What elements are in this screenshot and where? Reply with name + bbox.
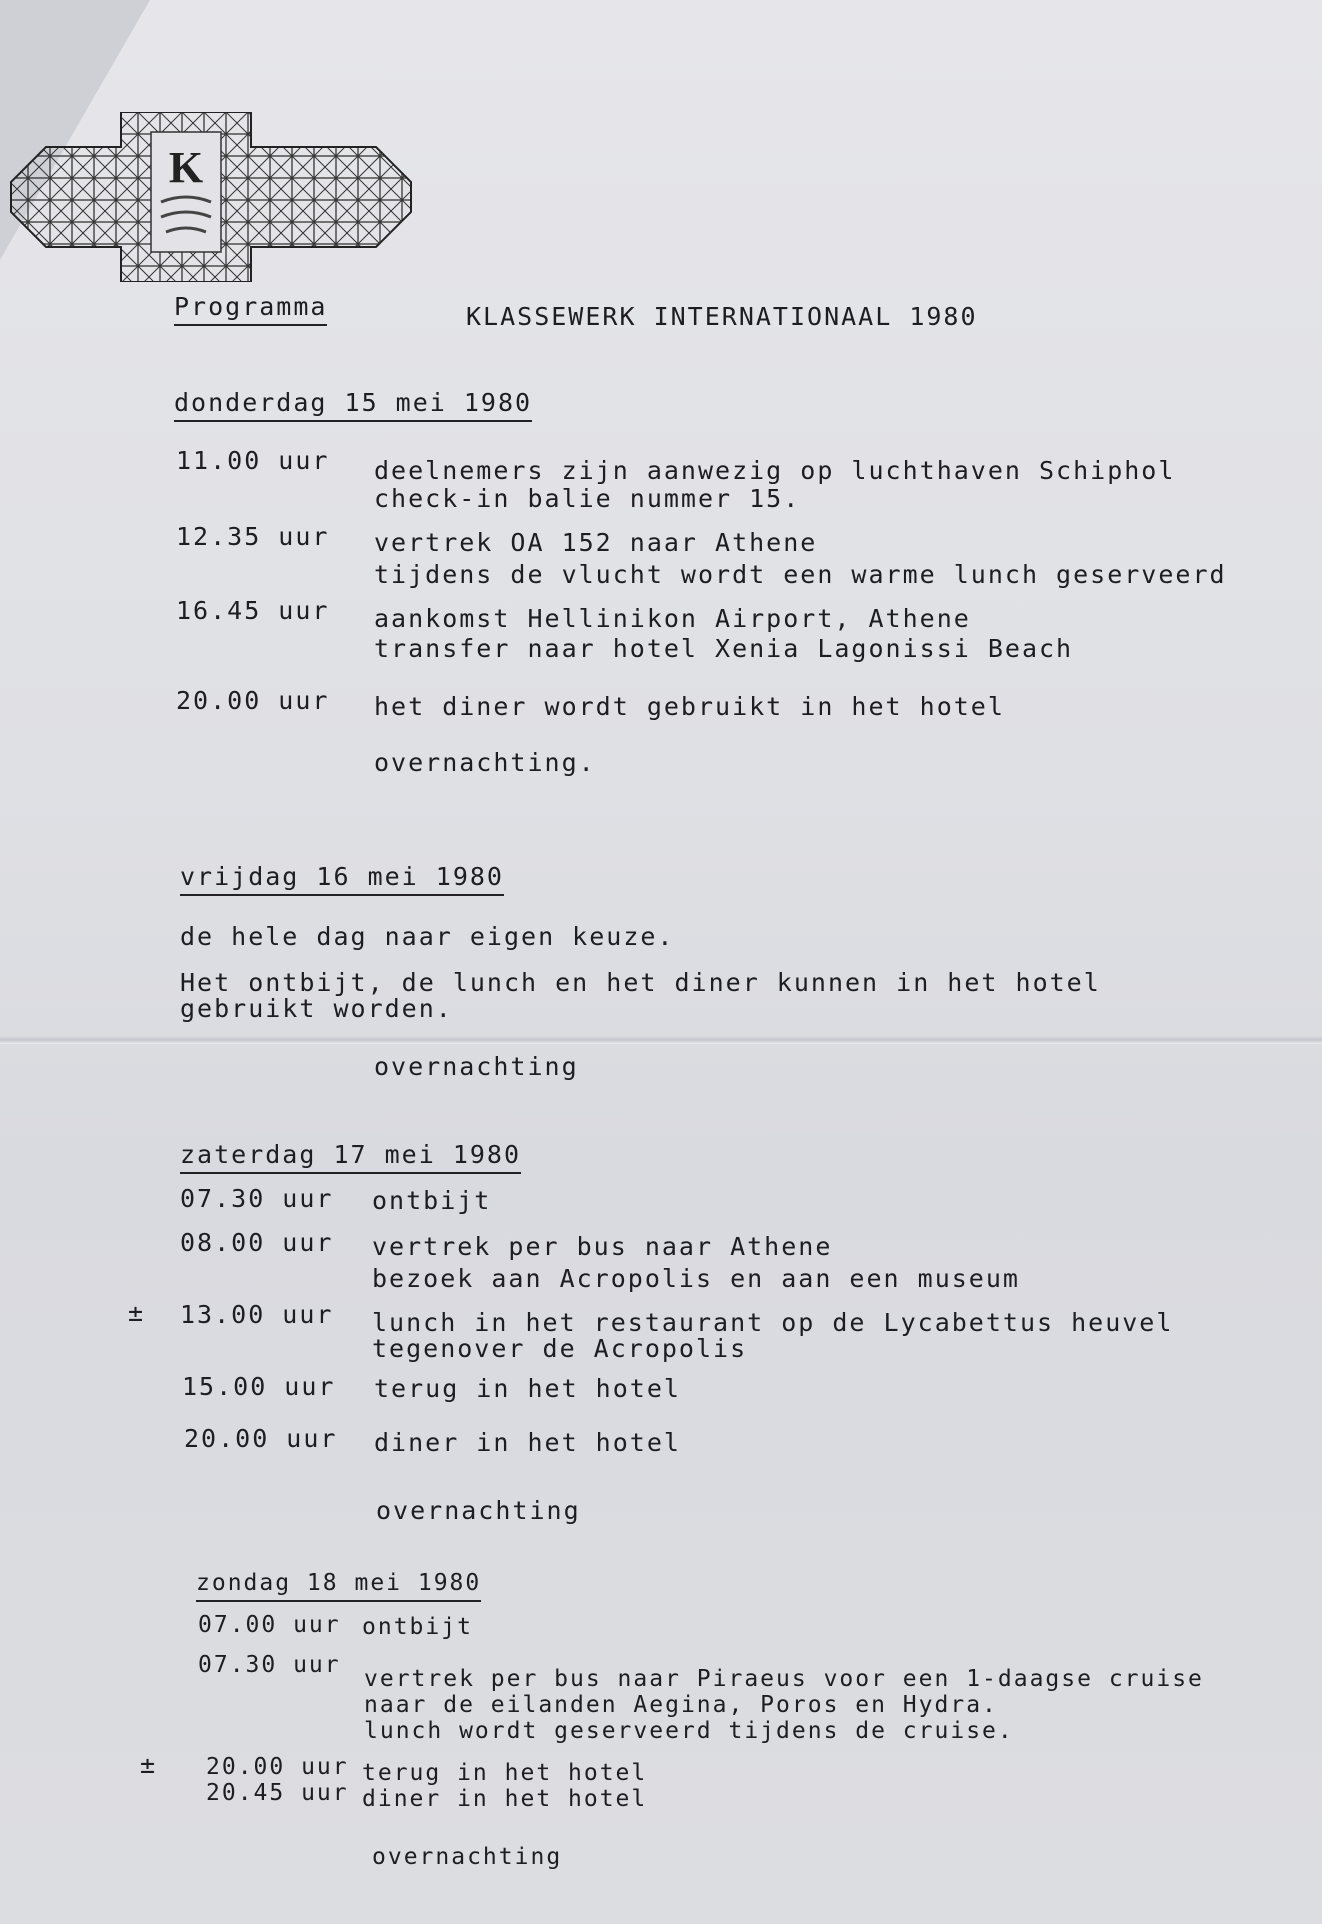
activity-text: vertrek per bus naar Athene (372, 1232, 833, 1261)
time-label: 20.00 uur (206, 1754, 349, 1780)
day-note: de hele dag naar eigen keuze. (180, 922, 675, 951)
time-label: 07.00 uur (198, 1612, 341, 1638)
time-label: 16.45 uur (176, 596, 330, 625)
overnight-note: overnachting (372, 1844, 563, 1870)
time-label: 11.00 uur (176, 446, 330, 475)
activity-text: vertrek OA 152 naar Athene (374, 528, 818, 557)
activity-text: naar de eilanden Aegina, Poros en Hydra. (364, 1692, 998, 1718)
time-label: 12.35 uur (176, 522, 330, 551)
activity-text: tijdens de vlucht wordt een warme lunch geserveerd (374, 560, 1227, 589)
activity-text: terug in het hotel (362, 1760, 648, 1786)
day-heading-3: zaterdag 17 mei 1980 (180, 1140, 521, 1174)
time-label: 15.00 uur (182, 1372, 336, 1401)
day-heading-1: donderdag 15 mei 1980 (174, 388, 532, 422)
activity-text: diner in het hotel (362, 1786, 648, 1812)
time-label: 08.00 uur (180, 1228, 334, 1257)
day-heading-2: vrijdag 16 mei 1980 (180, 862, 504, 896)
activity-text: check-in balie nummer 15. (374, 484, 801, 513)
time-label: 20.45 uur (206, 1780, 349, 1806)
activity-text: deelnemers zijn aanwezig op luchthaven Schiphol (374, 456, 1176, 485)
approx-mark: ± (140, 1750, 158, 1779)
overnight-note: overnachting (374, 1052, 579, 1081)
activity-text: lunch in het restaurant op de Lycabettus heuvel (372, 1308, 1174, 1337)
activity-text: ontbijt (362, 1614, 473, 1640)
activity-text: terug in het hotel (374, 1374, 681, 1403)
activity-text: ontbijt (372, 1186, 492, 1215)
logo-letter: K (168, 143, 204, 192)
activity-text: lunch wordt geserveerd tijdens de cruise. (364, 1718, 1014, 1744)
time-label: 07.30 uur (198, 1652, 341, 1678)
approx-mark: ± (128, 1298, 146, 1327)
activity-text: tegenover de Acropolis (372, 1334, 748, 1363)
activity-text: bezoek aan Acropolis en aan een museum (372, 1264, 1020, 1293)
programma-label: Programma (174, 292, 327, 326)
activity-text: transfer naar hotel Xenia Lagonissi Beach (374, 634, 1074, 663)
activity-text: vertrek per bus naar Piraeus voor een 1-daagse cruise (364, 1666, 1204, 1692)
activity-text: aankomst Hellinikon Airport, Athene (374, 604, 971, 633)
overnight-note: overnachting (376, 1496, 581, 1525)
time-label: 20.00 uur (184, 1424, 338, 1453)
day-heading-4: zondag 18 mei 1980 (196, 1568, 481, 1602)
klassewerk-lattice-logo (6, 112, 416, 282)
time-label: 07.30 uur (180, 1184, 334, 1213)
overnight-note: overnachting. (374, 748, 596, 777)
document-title: KLASSEWERK INTERNATIONAAL 1980 (466, 302, 978, 331)
paper-fold-crease (0, 1036, 1322, 1044)
time-label: 13.00 uur (180, 1300, 334, 1329)
day-note: Het ontbijt, de lunch en het diner kunnen in het hotel (180, 968, 1101, 997)
activity-text: diner in het hotel (374, 1428, 681, 1457)
time-label: 20.00 uur (176, 686, 330, 715)
day-note: gebruikt worden. (180, 994, 453, 1023)
activity-text: het diner wordt gebruikt in het hotel (374, 692, 1005, 721)
